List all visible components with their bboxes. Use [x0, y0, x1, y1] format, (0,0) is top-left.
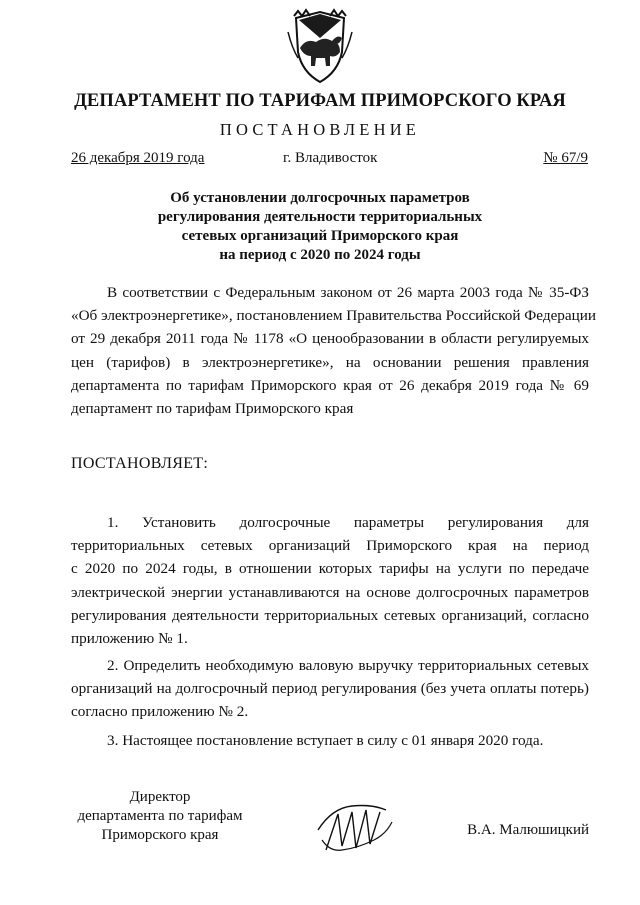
position-line: департамента по тарифам: [77, 808, 243, 824]
title-line: сетевых организаций Приморского края: [181, 228, 459, 244]
item-3-paragraph: [71, 729, 589, 752]
item-1-paragraph: [71, 511, 589, 650]
text-line: территориальных сетевых организаций Приморского края на период: [71, 537, 589, 555]
text-line: департамента по тарифам Приморского края от 26 декабря 2019 года № 69: [71, 376, 589, 394]
handwritten-signature-icon: [312, 800, 396, 856]
document-title: [100, 189, 540, 265]
signatory-name: В.А. Малюшицкий: [467, 822, 589, 838]
document-number: № 67/9: [543, 150, 588, 166]
position-line: Приморского края: [101, 827, 219, 843]
text-line: 3. Настоящее постановление вступает в силу с 01 января 2020 года.: [107, 732, 544, 749]
title-line: на период с 2020 по 2024 годы: [219, 247, 421, 263]
title-line: регулирования деятельности территориальных: [157, 209, 483, 225]
text-line: цен (тарифов) в электроэнергетике», на основании решения правления: [71, 353, 589, 371]
decree-word: ПОСТАНОВЛЯЕТ:: [71, 455, 209, 472]
text-line: 2. Определить необходимую валовую выручку территориальных сетевых: [107, 657, 589, 674]
text-line: 1. Установить долгосрочные параметры регулирования для: [107, 514, 589, 531]
title-line: Об установлении долгосрочных параметров: [170, 190, 470, 206]
preamble-paragraph: [71, 281, 597, 420]
document-city: г. Владивосток: [283, 150, 378, 166]
text-line: организаций на долгосрочный период регулирования (без учета оплаты потерь): [71, 680, 589, 698]
text-line: «Об электроэнергетике», постановлением Правительства Российской Федерации: [71, 307, 597, 325]
text-line: регулирования деятельности территориальных сетевых организаций, согласно: [71, 606, 589, 624]
item-2-paragraph: [71, 654, 589, 724]
signatory-position: [60, 788, 260, 845]
text-line: от 29 декабря 2011 года № 1178 «О ценообразовании в области регулируемых: [71, 330, 589, 348]
position-line: Директор: [129, 789, 191, 805]
text-line: В соответствии с Федеральным законом от 26 марта 2003 года № 35-ФЗ: [107, 284, 589, 301]
text-line: с 2020 по 2024 годы, в отношении которых тарифы на услуги по передаче: [71, 560, 589, 578]
text-line: электрической энергии устанавливаются на основе долгосрочных параметров: [71, 583, 589, 601]
document-date: 26 декабря 2019 года: [71, 150, 205, 166]
text-line: согласно приложению № 2.: [71, 703, 249, 721]
text-line: приложению № 1.: [71, 630, 188, 648]
document-type: ПОСТАНОВЛЕНИЕ: [219, 120, 421, 139]
department-heading: ДЕПАРТАМЕНТ ПО ТАРИФАМ ПРИМОРСКОГО КРАЯ: [74, 91, 566, 111]
text-line: департамент по тарифам Приморского края: [71, 400, 354, 418]
primorsky-coat-of-arms-icon: [286, 8, 354, 86]
